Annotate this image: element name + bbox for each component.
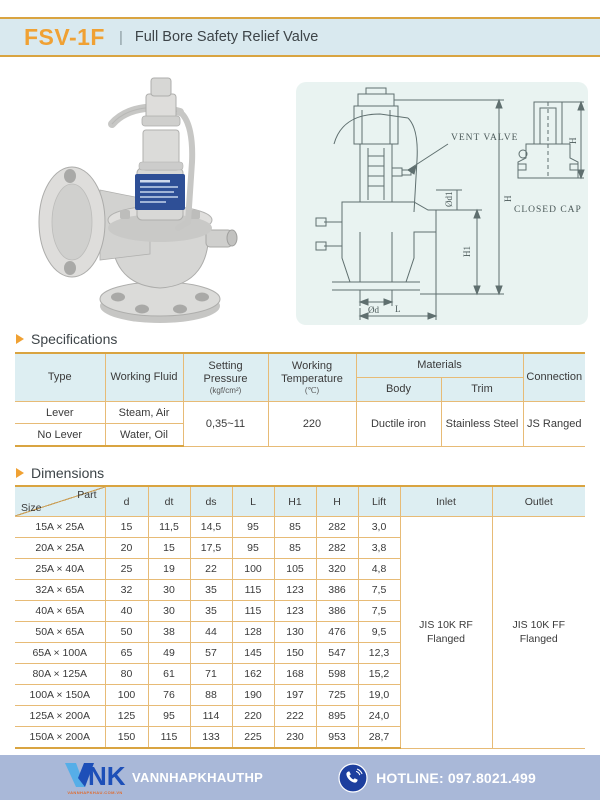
value-cell: 3,8 (358, 538, 400, 559)
size-cell: 125A × 200A (15, 706, 105, 727)
value-cell: 225 (232, 727, 274, 749)
spec-header-working-fluid: Working Fluid (105, 353, 183, 402)
hotline-text: HOTLINE: 097.8021.499 (376, 769, 536, 786)
value-cell: 40 (105, 601, 148, 622)
size-cell: 20A × 25A (15, 538, 105, 559)
value-cell: 22 (190, 559, 232, 580)
value-cell: 85 (274, 517, 316, 538)
value-cell: 28,7 (358, 727, 400, 749)
spec-header-working-temperature-text: Working Temperature (281, 360, 343, 385)
value-cell: 105 (274, 559, 316, 580)
vnk-logo-icon (64, 760, 126, 795)
value-cell: 123 (274, 580, 316, 601)
value-cell: 150 (274, 643, 316, 664)
spec-header-trim: Trim (441, 378, 523, 402)
product-photo (8, 70, 290, 328)
value-cell: 15,2 (358, 664, 400, 685)
page-title: Full Bore Safety Relief Valve (134, 29, 319, 45)
value-cell: 65 (105, 643, 148, 664)
value-cell: 386 (316, 601, 358, 622)
dim-l-label: L (395, 304, 401, 314)
value-cell: 19,0 (358, 685, 400, 706)
dimensions-section-title (16, 465, 104, 481)
value-cell: 222 (274, 706, 316, 727)
dim-d1-label: Ød1 (444, 191, 454, 207)
dimension-row (15, 517, 585, 538)
value-cell: 25 (105, 559, 148, 580)
value-cell: 547 (316, 643, 358, 664)
spec-fluid-cell: Steam, Air (105, 402, 183, 424)
spec-type-cell: No Lever (15, 424, 105, 447)
size-cell: 32A × 65A (15, 580, 105, 601)
corner-part-label: Part (77, 489, 97, 501)
value-cell: 115 (232, 580, 274, 601)
value-cell: 49 (148, 643, 190, 664)
dim-h1-label: H1 (462, 246, 472, 257)
value-cell: 35 (190, 580, 232, 601)
size-cell: 150A × 200A (15, 727, 105, 749)
value-cell: 44 (190, 622, 232, 643)
section-arrow-icon (16, 334, 24, 344)
spec-type-cell: Lever (15, 402, 105, 424)
value-cell: 15 (105, 517, 148, 538)
corner-size-label: Size (21, 502, 42, 514)
value-cell: 190 (232, 685, 274, 706)
section-title-text: Dimensions (31, 465, 105, 481)
value-cell: 230 (274, 727, 316, 749)
value-cell: 7,5 (358, 601, 400, 622)
vent-valve-label: VENT VALVE (451, 133, 519, 143)
value-cell: 725 (316, 685, 358, 706)
spec-header-setting-pressure-text: Setting Pressure (203, 360, 248, 385)
closed-cap-label: CLOSED CAP (514, 205, 582, 215)
spec-header-working-temperature-unit: (℃) (304, 385, 320, 395)
spec-connection-value: JS Ranged (523, 402, 585, 447)
value-cell: 598 (316, 664, 358, 685)
size-cell: 100A × 150A (15, 685, 105, 706)
value-cell: 9,5 (358, 622, 400, 643)
value-cell: 4,8 (358, 559, 400, 580)
footer-bar (0, 755, 600, 800)
value-cell: 38 (148, 622, 190, 643)
value-cell: 19 (148, 559, 190, 580)
value-cell: 150 (105, 727, 148, 749)
size-cell: 50A × 65A (15, 622, 105, 643)
dim-header-dt: dt (148, 486, 190, 517)
spec-header-body: Body (356, 378, 441, 402)
value-cell: 114 (190, 706, 232, 727)
dim-header-lift: Lift (358, 486, 400, 517)
value-cell: 162 (232, 664, 274, 685)
size-cell: 15A × 25A (15, 517, 105, 538)
value-cell: 3,0 (358, 517, 400, 538)
value-cell: 100 (105, 685, 148, 706)
brand-name: VANNHAPKHAUTHP (132, 770, 264, 785)
value-cell: 95 (148, 706, 190, 727)
outlet-value: JIS 10K FF Flanged (492, 517, 585, 749)
company-logo (64, 760, 263, 795)
spec-header-setting-pressure (183, 353, 268, 402)
spec-row-lever (15, 402, 585, 424)
value-cell: 130 (274, 622, 316, 643)
value-cell: 88 (190, 685, 232, 706)
dim-header-d: d (105, 486, 148, 517)
value-cell: 24,0 (358, 706, 400, 727)
spec-header-connection: Connection (523, 353, 585, 402)
dim-d-label: Ød (368, 305, 379, 315)
value-cell: 61 (148, 664, 190, 685)
vnk-logo-graphic (64, 760, 126, 790)
value-cell: 32 (105, 580, 148, 601)
valve-photo-illustration (8, 70, 290, 328)
spec-header-working-temperature (268, 353, 356, 402)
value-cell: 115 (148, 727, 190, 749)
value-cell: 50 (105, 622, 148, 643)
specifications-table (15, 352, 585, 447)
value-cell: 85 (274, 538, 316, 559)
size-cell: 65A × 100A (15, 643, 105, 664)
value-cell: 220 (232, 706, 274, 727)
value-cell: 386 (316, 580, 358, 601)
value-cell: 100 (232, 559, 274, 580)
value-cell: 95 (232, 517, 274, 538)
value-cell: 17,5 (190, 538, 232, 559)
value-cell: 30 (148, 580, 190, 601)
value-cell: 30 (148, 601, 190, 622)
spec-setting-pressure-value: 0,35~11 (183, 402, 268, 447)
value-cell: 57 (190, 643, 232, 664)
value-cell: 895 (316, 706, 358, 727)
value-cell: 14,5 (190, 517, 232, 538)
value-cell: 133 (190, 727, 232, 749)
dim-h-label: H (503, 195, 513, 202)
value-cell: 168 (274, 664, 316, 685)
phone-icon (338, 763, 368, 793)
inlet-value: JIS 10K RF Flanged (400, 517, 492, 749)
value-cell: 125 (105, 706, 148, 727)
value-cell: 71 (190, 664, 232, 685)
section-arrow-icon (16, 468, 24, 478)
value-cell: 123 (274, 601, 316, 622)
dim-corner-cell (15, 486, 105, 517)
dim-h-right-label: H (568, 137, 578, 144)
value-cell: 282 (316, 517, 358, 538)
value-cell: 76 (148, 685, 190, 706)
value-cell: 95 (232, 538, 274, 559)
svg-text:NK: NK (88, 761, 126, 790)
value-cell: 11,5 (148, 517, 190, 538)
spec-working-temperature-value: 220 (268, 402, 356, 447)
dim-header-inlet: Inlet (400, 486, 492, 517)
dim-header-h: H (316, 486, 358, 517)
header-separator: | (118, 28, 123, 46)
size-cell: 80A × 125A (15, 664, 105, 685)
value-cell: 115 (232, 601, 274, 622)
hotline (338, 763, 536, 793)
spec-fluid-cell: Water, Oil (105, 424, 183, 447)
value-cell: 12,3 (358, 643, 400, 664)
technical-diagram-panel (296, 82, 588, 325)
value-cell: 15 (148, 538, 190, 559)
specifications-section-title (16, 331, 117, 347)
dim-header-h1: H1 (274, 486, 316, 517)
dim-header-outlet: Outlet (492, 486, 585, 517)
value-cell: 145 (232, 643, 274, 664)
model-code: FSV-1F (24, 23, 105, 50)
size-cell: 40A × 65A (15, 601, 105, 622)
spec-header-setting-pressure-unit: (kgf/cm²) (209, 385, 242, 395)
size-cell: 25A × 40A (15, 559, 105, 580)
spec-trim-value: Stainless Steel (441, 402, 523, 447)
value-cell: 197 (274, 685, 316, 706)
value-cell: 35 (190, 601, 232, 622)
value-cell: 20 (105, 538, 148, 559)
spec-body-value: Ductile iron (356, 402, 441, 447)
dim-header-l: L (232, 486, 274, 517)
value-cell: 80 (105, 664, 148, 685)
dim-header-ds: ds (190, 486, 232, 517)
spec-header-type: Type (15, 353, 105, 402)
value-cell: 7,5 (358, 580, 400, 601)
spec-header-materials: Materials (356, 353, 523, 378)
header-band (0, 17, 600, 57)
section-title-text: Specifications (31, 331, 118, 347)
valve-cross-section-diagram (296, 82, 588, 325)
value-cell: 282 (316, 538, 358, 559)
value-cell: 320 (316, 559, 358, 580)
value-cell: 953 (316, 727, 358, 749)
logo-website-text: VANNHAPKHAU.COM.VN (67, 790, 123, 795)
value-cell: 128 (232, 622, 274, 643)
dimensions-table (15, 485, 585, 749)
dimensions-table-body (15, 517, 585, 749)
value-cell: 476 (316, 622, 358, 643)
